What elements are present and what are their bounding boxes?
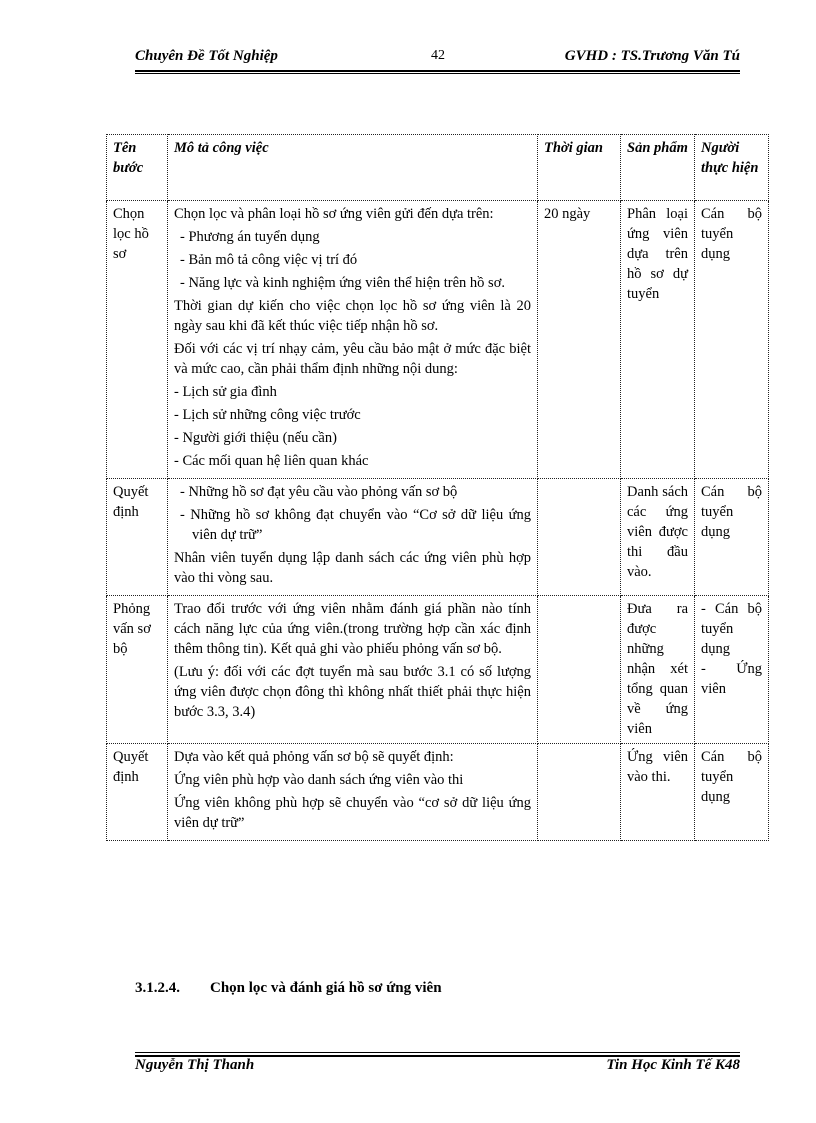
description-bullet: - Bản mô tả công việc vị trí đó <box>180 252 358 268</box>
description-bullet: - Phương án tuyển dụng <box>180 229 320 245</box>
description-line: Nhân viên tuyển dụng lập danh sách các ứng viên phù hợp vào thi vòng sau. <box>174 550 531 586</box>
column-header-description: Mô tả công việc <box>168 135 538 201</box>
step-cell: Quyết định <box>107 479 168 596</box>
description-bullet: - Người giới thiệu (nếu cần) <box>174 430 337 446</box>
time-cell <box>538 596 621 744</box>
description-bullet: - Lịch sử gia đình <box>174 384 277 400</box>
table-row <box>107 744 769 841</box>
description-bullet: - Các mối quan hệ liên quan khác <box>174 453 369 469</box>
header-rule-thick <box>135 70 740 72</box>
description-line: Trao đổi trước với ứng viên nhằm đánh giá phần nào tính cách năng lực của ứng viên.(trong trường hợp cần xác định thêm thông tin). Kết quả ghi vào phiếu phỏng vấn sơ bộ. <box>174 601 531 657</box>
description-line: Đối với các vị trí nhạy cảm, yêu cầu bảo mật ở mức đặc biệt và mức cao, cần phải thẩm định những nội dung: <box>174 341 531 377</box>
performer-line: - Ứng viên <box>701 661 762 697</box>
step-cell: Phỏng vấn sơ bộ <box>107 596 168 744</box>
performer-cell: Cán bộ tuyển dụng <box>695 479 769 596</box>
footer-class: Tin Học Kinh Tế K48 <box>606 1057 740 1073</box>
table-row <box>107 479 769 596</box>
description-bullet: - Những hồ sơ đạt yêu cầu vào phỏng vấn sơ bộ <box>180 484 458 500</box>
description-line: Chọn lọc và phân loại hồ sơ ứng viên gửi đến dựa trên: <box>174 206 494 222</box>
description-cell <box>168 479 538 596</box>
header-supervisor: GVHD : TS.Trương Văn Tú <box>564 48 740 64</box>
time-cell <box>538 744 621 841</box>
table-header-row <box>107 135 769 201</box>
table-row <box>107 201 769 479</box>
performer-cell: Cán bộ tuyển dụng <box>695 744 769 841</box>
page-header <box>135 48 740 70</box>
description-line: (Lưu ý: đối với các đợt tuyển mà sau bước 3.1 có số lượng ứng viên được chọn đông thì không nhất thiết phải thực hiện bước 3.3, 3.4) <box>174 664 531 720</box>
description-line: Ứng viên phù hợp vào danh sách ứng viên vào thi <box>174 772 464 788</box>
time-cell <box>538 479 621 596</box>
column-header-step: Tên bước <box>107 135 168 201</box>
time-cell: 20 ngày <box>538 201 621 479</box>
column-header-performer: Người thực hiện <box>695 135 769 201</box>
description-line: Dựa vào kết quả phỏng vấn sơ bộ sẽ quyết định: <box>174 749 454 765</box>
table-row <box>107 596 769 744</box>
product-cell: Đưa ra được những nhận xét tổng quan về ứng viên <box>621 596 695 744</box>
product-cell: Phân loại ứng viên dựa trên hồ sơ dự tuyển <box>621 201 695 479</box>
section-number: 3.1.2.4. <box>135 980 180 996</box>
description-bullet: - Lịch sử những công việc trước <box>174 407 361 423</box>
section-title: Chọn lọc và đánh giá hồ sơ ứng viên <box>210 980 442 996</box>
description-line: Ứng viên không phù hợp sẽ chuyển vào “cơ sở dữ liệu ứng viên dự trữ” <box>174 795 531 831</box>
column-header-time: Thời gian <box>538 135 621 201</box>
step-cell: Quyết định <box>107 744 168 841</box>
description-cell <box>168 596 538 744</box>
performer-cell <box>695 596 769 744</box>
product-cell: Ứng viên vào thi. <box>621 744 695 841</box>
recruitment-steps-table <box>106 134 769 841</box>
page-footer <box>135 1057 740 1079</box>
description-cell <box>168 201 538 479</box>
description-bullet: - Năng lực và kinh nghiệm ứng viên thể hiện trên hồ sơ. <box>180 275 505 291</box>
footer-author: Nguyễn Thị Thanh <box>135 1057 255 1073</box>
section-heading <box>135 980 442 997</box>
header-document-type: Chuyên Đề Tốt Nghiệp <box>135 48 278 64</box>
page-number: 42 <box>431 48 445 63</box>
product-cell: Danh sách các ứng viên được thi đầu vào. <box>621 479 695 596</box>
description-line: Thời gian dự kiến cho việc chọn lọc hồ sơ ứng viên là 20 ngày sau khi đã kết thúc việc tiếp nhận hồ sơ. <box>174 298 531 334</box>
description-bullet: - Những hồ sơ không đạt chuyển vào “Cơ sở dữ liệu ứng viên dự trữ” <box>180 507 531 543</box>
performer-cell: Cán bộ tuyển dụng <box>695 201 769 479</box>
footer-rule-thin <box>135 1052 740 1053</box>
header-rule-thin <box>135 73 740 74</box>
step-cell: Chọn lọc hồ sơ <box>107 201 168 479</box>
description-cell <box>168 744 538 841</box>
performer-line: - Cán bộ tuyển dụng <box>701 601 762 657</box>
column-header-product: Sản phẩm <box>621 135 695 201</box>
